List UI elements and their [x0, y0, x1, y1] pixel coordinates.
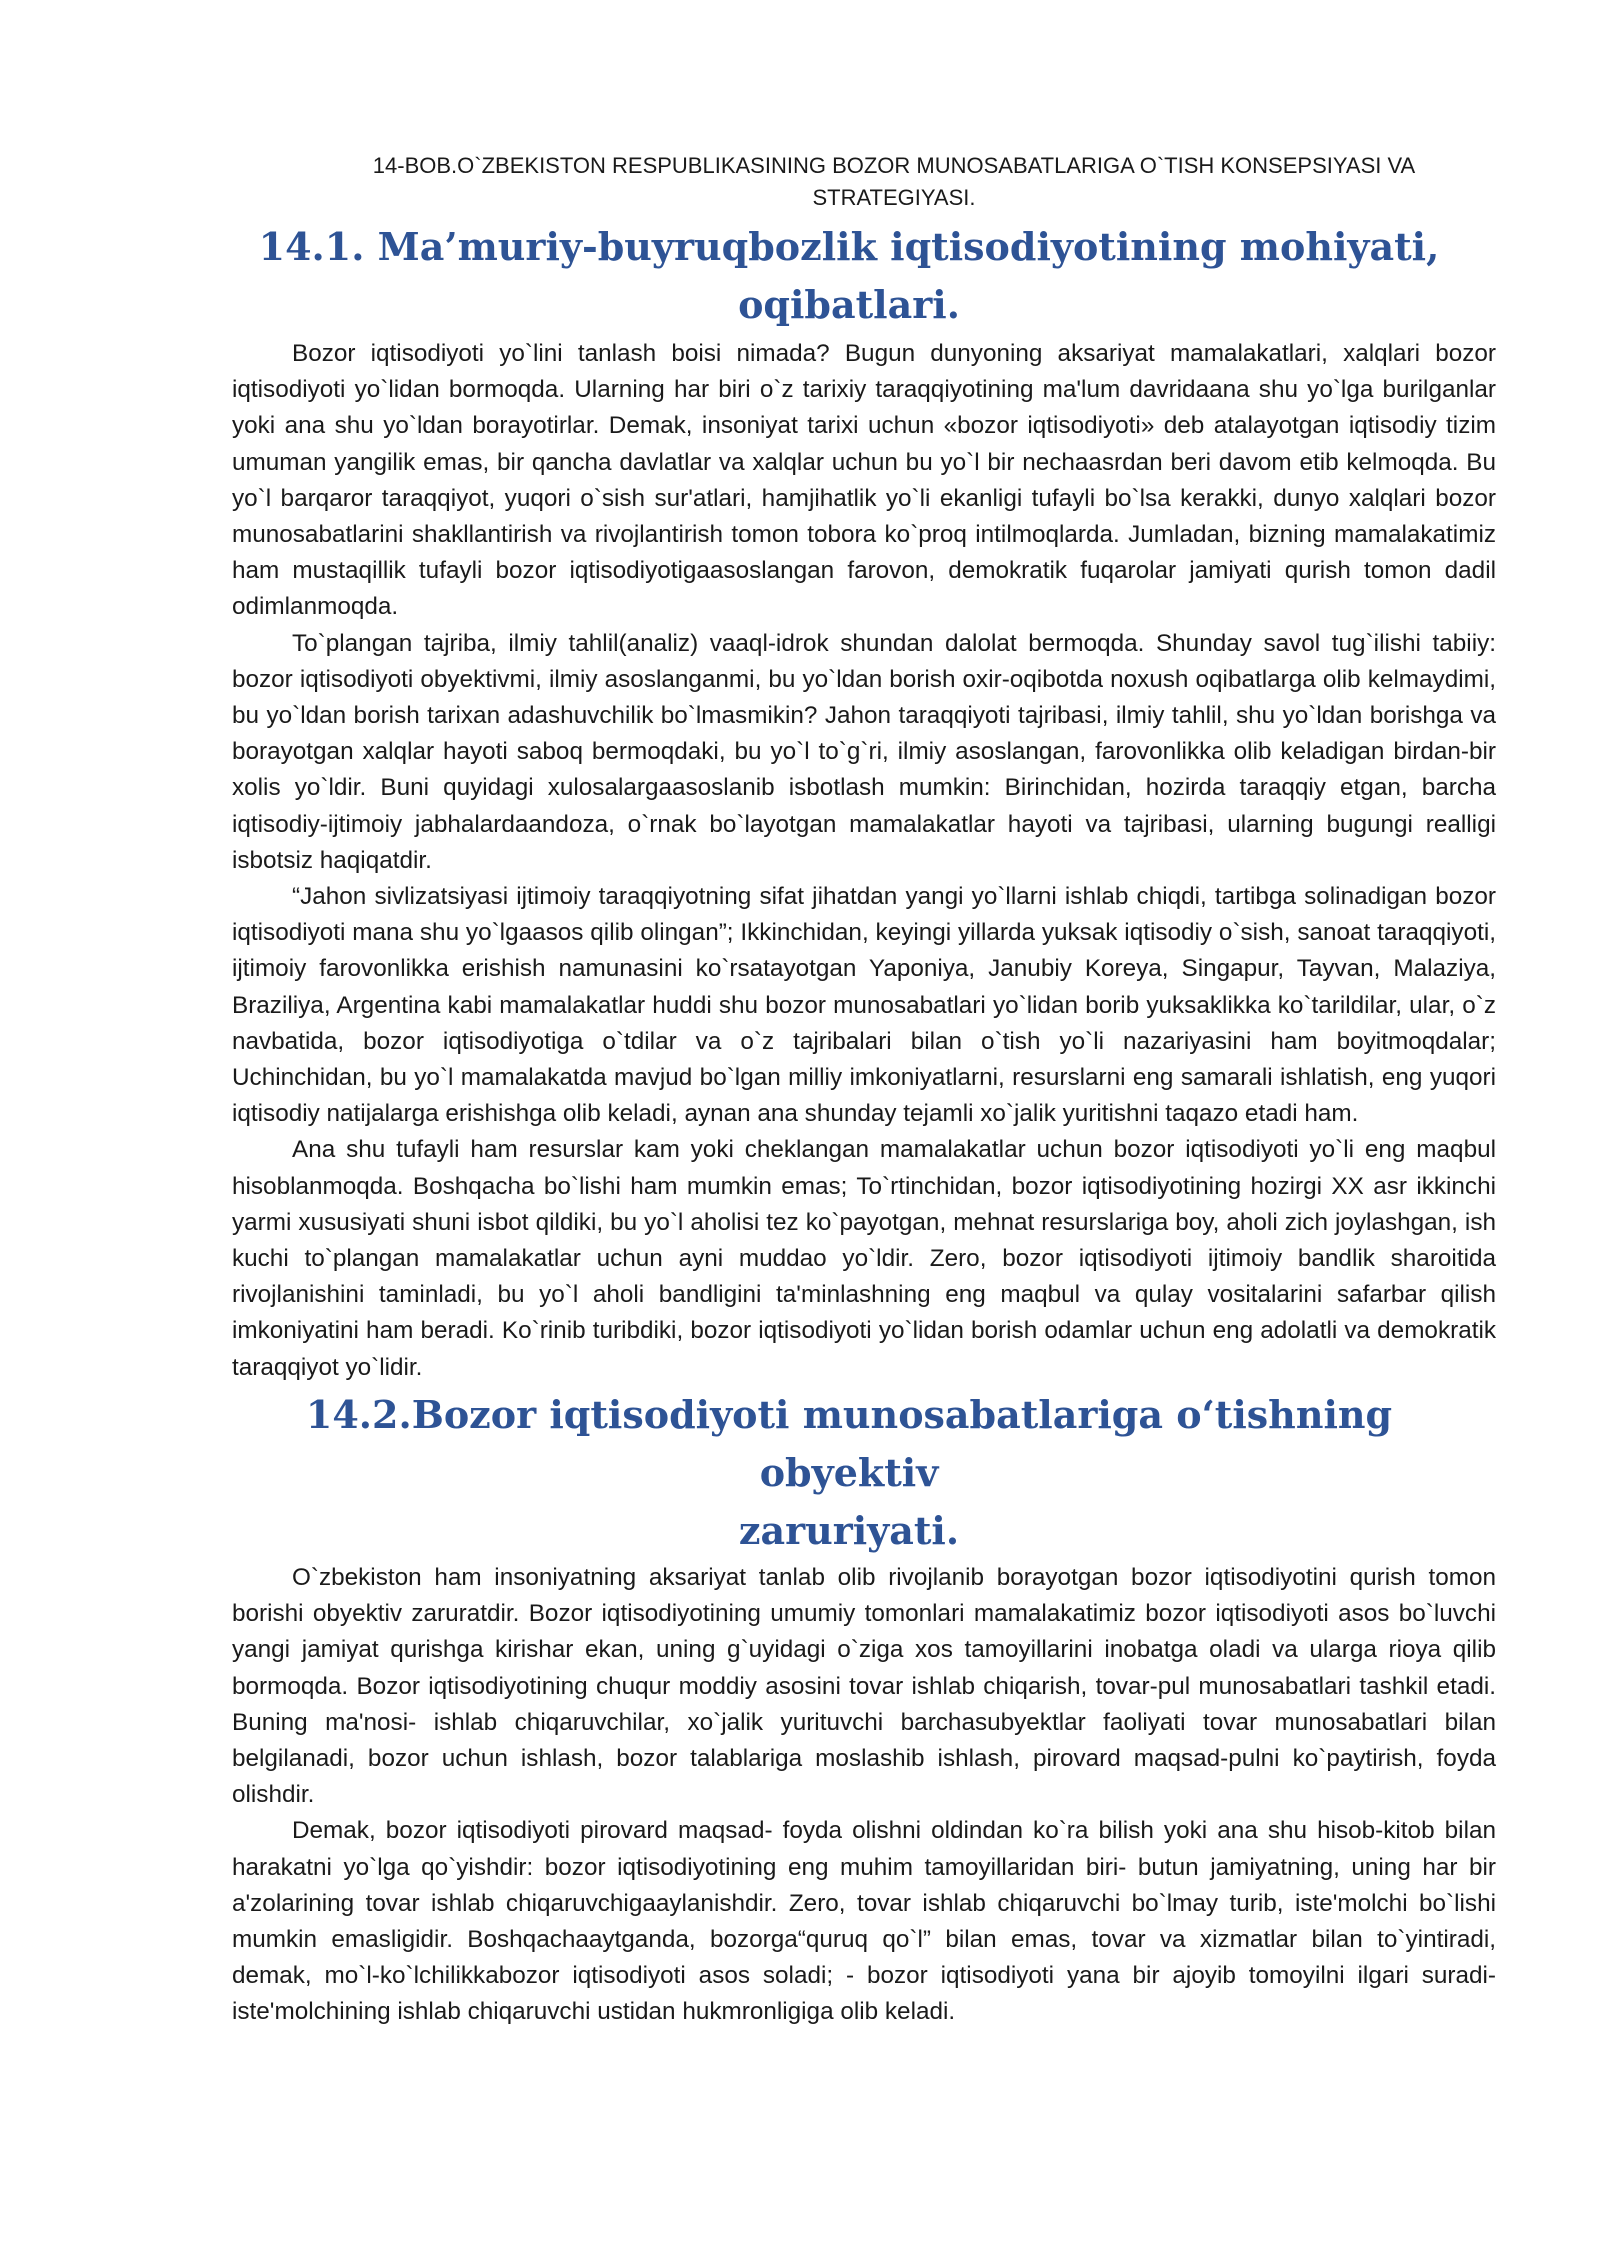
section-2-title	[232, 1386, 1496, 1560]
paragraph: Demak, bozor iqtisodiyoti pirovard maqsad- foyda olishni oldindan ko`ra bilish yoki ana shu hisob-kitob bilan harakatni yo`lga qo`yishdir: bozor iqtisodiyotining eng muhim tamoyillaridan biri- butun jamiyatning, uning har bir a'zolarining tovar ishlab chiqaruvchigaaylanishdir. Zero, tovar ishlab chiqaruvchi bo`lmay turib, iste'molchi bo`lishi mumkin emasligidir. Boshqachaaytganda, bozorga“quruq qo`l” bilan emas, tovar va xizmatlar bilan to`yintiradi, demak, mo`l-ko`lchilikkabozor iqtisodiyoti asos soladi; - bozor iqtisodiyoti yana bir ajoyib tomoyilni ilgari suradi- iste'molchining ishlab chiqaruvchi ustidan hukmronligiga olib keladi.	[232, 1817, 1496, 2026]
section-1-body	[232, 336, 1496, 1386]
chapter-title: 14-BOB.O`ZBEKISTON RESPUBLIKASINING BOZOR MUNOSABATLARIGA O`TISH KONSEPSIYASI VA STRATEGIYASI.	[372, 153, 1416, 210]
section-1-title-line-1: 14.1. Ma’muriy-buyruqbozlik iqtisodiyotining mohiyati,	[258, 224, 1440, 269]
document-page	[232, 150, 1496, 2031]
paragraph: “Jahon sivlizatsiyasi ijtimoiy taraqqiyotning sifat jihatdan yangi yo`llarni ishlab chiqdi, tartibga solinadigan bozor iqtisodiyoti mana shu yo`lgaasos qilib olingan”; Ikkinchidan, keyingi yillarda yuksak iqtisodiy o`sish, sanoat taraqqiyoti, ijtimoiy farovonlikka erishish namunasini ko`rsatayotgan Yaponiya, Janubiy Koreya, Singapur, Tayvan, Malaziya, Braziliya, Argentina kabi mamalakatlar huddi shu bozor munosabatlari yo`lidan borib yuksaklikka ko`tarildilar, ular, o`z navbatida, bozor iqtisodiyotiga o`tdilar va o`z tajribalari bilan o`tish yo`li nazariyasini ham boyitmoqdalar; Uchinchidan, bu yo`l mamalakatda mavjud bo`lgan milliy imkoniyatlarni, resurslarni eng samarali ishlatish, eng yuqori iqtisodiy natijalarga erishishga olib keladi, aynan ana shunday tejamli xo`jalik yuritishni taqazo etadi ham.	[232, 883, 1496, 1128]
section-2-title-line-2: zaruriyati.	[738, 1507, 960, 1553]
paragraph: Ana shu tufayli ham resurslar kam yoki cheklangan mamalakatlar uchun bozor iqtisodiyoti yo`li eng maqbul hisoblanmoqda. Boshqacha bo`lishi ham mumkin emas; To`rtinchidan, bozor iqtisodiyotining hozirgi XX asr ikkinchi yarmi xususiyati shuni isbot qildiki, bu yo`l aholisi tez ko`payotgan, mehnat resurslariga boy, aholi zich joylashgan, ish kuchi to`plangan mamalakatlar uchun ayni muddao yo`ldir. Zero, bozor iqtisodiyoti ijtimoiy bandlik sharoitida rivojlanishini taminladi, bu yo`l aholi bandligini ta'minlashning eng maqbul va qulay vositalarini safarbar qilish imkoniyatini ham beradi. Ko`rinib turibdiki, bozor iqtisodiyoti yo`lidan borish odamlar uchun eng adolatli va demokratik taraqqiyot yo`lidir.	[232, 1136, 1496, 1381]
paragraph: Bozor iqtisodiyoti yo`lini tanlash boisi nimada? Bugun dunyoning aksariyat mamalakatlari, xalqlari bozor iqtisodiyoti yo`lidan bormoqda. Ularning har biri o`z tarixiy taraqqiyotining ma'lum davridaana shu yo`lga burilganlar yoki ana shu yo`ldan borayotirlar. Demak, insoniyat tarixi uchun «bozor iqtisodiyoti» deb atalayotgan iqtisodiy tizim umuman yangilik emas, bir qancha davlatlar va xalqlar uchun bu yo`l bir nechaasrdan beri davom etib kelmoqda. Bu yo`l barqaror taraqqiyot, yuqori o`sish sur'atlari, hamjihatlik yo`li ekanligi tufayli bo`lsa kerakki, dunyo xalqlari bozor munosabatlarini shakllantirish va rivojlantirish tomon tobora ko`proq intilmoqlarda. Jumladan, bizning mamalakatimiz ham mustaqillik tufayli bozor iqtisodiyotigaasoslangan farovon, demokratik fuqarolar jamiyati qurish tomon dadil odimlanmoqda.	[232, 340, 1496, 621]
section-1-title	[232, 218, 1496, 334]
section-2-body	[232, 1560, 1496, 2031]
section-1-title-line-2: oqibatlari.	[738, 282, 960, 327]
paragraph: O`zbekiston ham insoniyatning aksariyat tanlab olib rivojlanib borayotgan bozor iqtisodiyotini qurish tomon borishi obyektiv zaruratdir. Bozor iqtisodiyotining umumiy tomonlari mamalakatimiz bozor iqtisodiyoti asos bo`luvchi yangi jamiyat qurishga kirishar ekan, uning g`uyidagi o`ziga xos tamoyillarini inobatga oladi va ularga rioya qilib bormoqda. Bozor iqtisodiyotining chuqur moddiy asosini tovar ishlab chiqarish, tovar-pul munosabatlari tashkil etadi. Buning ma'nosi- ishlab chiqaruvchilar, xo`jalik yurituvchi barchasubyektlar faoliyati tovar munosabatlari bilan belgilanadi, bozor uchun ishlash, bozor talablariga moslashib ishlash, pirovard maqsad-pulni ko`paytirish, foyda olishdir.	[232, 1563, 1496, 1809]
section-2-title-line-1: 14.2.Bozor iqtisodiyoti munosabatlariga o‘tishning obyektiv	[305, 1391, 1393, 1495]
paragraph: To`plangan tajriba, ilmiy tahlil(analiz) vaaql-idrok shundan dalolat bermoqda. Shunday savol tug`ilishi tabiiy: bozor iqtisodiyoti obyektivmi, ilmiy asoslanganmi, bu yo`ldan borish oxir-oqibotda noxush oqibatlarga olib kelmaydimi, bu yo`ldan borish tarixan adashuvchilik bo`lmasmikin? Jahon taraqqiyoti tajribasi, ilmiy tahlil, shu yo`ldan borishga va borayotgan xalqlar hayoti saboq bermoqdaki, bu yo`l to`g`ri, ilmiy asoslangan, farovonlikka olib keladigan birdan-bir xolis yo`ldir. Buni quyidagi xulosalargaasoslanib isbotlash mumkin: Birinchidan, hozirda taraqqiy etgan, barcha iqtisodiy-ijtimoiy jabhalardaandoza, o`rnak bo`layotgan mamalakatlar hayoti va tajribasi, ularning bugungi realligi isbotsiz haqiqatdir.	[232, 629, 1496, 874]
